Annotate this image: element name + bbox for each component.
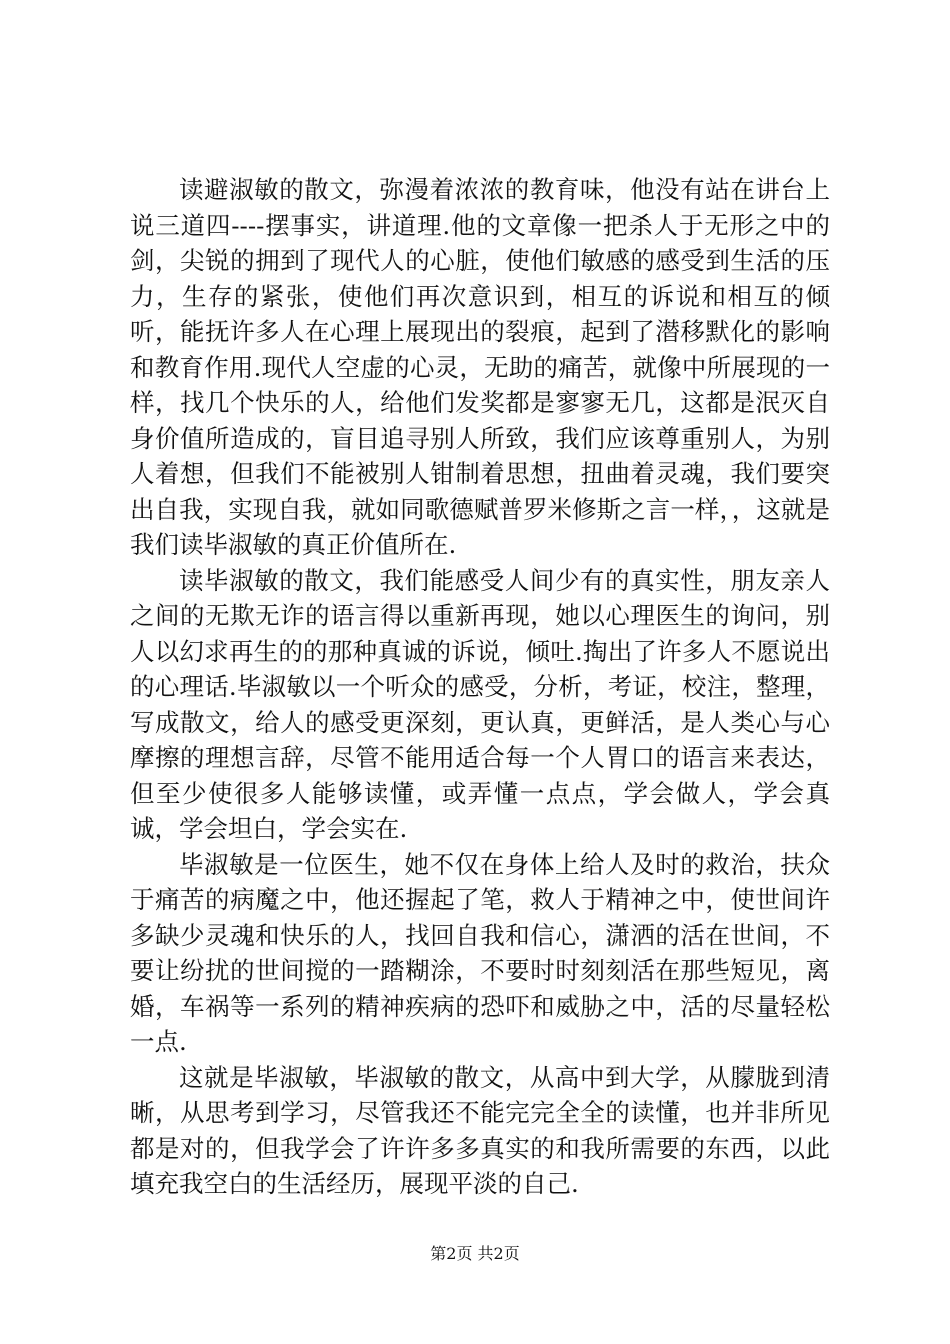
page-footer [0,1244,950,1264]
document-body [130,172,830,1202]
page-number: 第2页 共2页 [430,1244,520,1263]
paragraph: 读毕淑敏的散文，我们能感受人间少有的真实性，朋友亲人之间的无欺无诈的语言得以重新再现，她以心理医生的询问，别人以幻求再生的的那种真诚的诉说，倾吐.掏出了许多人不愿说出的心理话.毕淑敏以一个听众的感受，分析，考证，校注，整理，写成散文，给人的感受更深刻，更认真，更鲜活，是人类心与心摩擦的理想言辞，尽管不能用适合每一个人胃口的语言来表达，但至少使很多人能够读懂，或弄懂一点点，学会做人，学会真诚，学会坦白，学会实在. [130,565,830,843]
paragraph: 读避淑敏的散文，弥漫着浓浓的教育味，他没有站在讲台上说三道四----摆事实，讲道理.他的文章像一把杀人于无形之中的剑，尖锐的拥到了现代人的心脏，使他们敏感的感受到生活的压力，生存的紧张，使他们再次意识到，相互的诉说和相互的倾听，能抚许多人在心理上展现出的裂痕，起到了潜移默化的影响和教育作用.现代人空虚的心灵，无助的痛苦，就像中所展现的一样，找几个快乐的人，给他们发奖都是寥寥无几，这都是泯灭自身价值所造成的，盲目追寻别人所致，我们应该尊重别人，为别人着想，但我们不能被别人钳制着思想，扭曲着灵魂，我们要突出自我，实现自我，就如同歌德赋普罗米修斯之言一样，，这就是我们读毕淑敏的真正价值所在. [130,175,830,559]
paragraph: 毕淑敏是一位医生，她不仅在身体上给人及时的救治，扶众于痛苦的病魔之中，他还握起了笔，救人于精神之中，使世间许多缺少灵魂和快乐的人，找回自我和信心，潇洒的活在世间，不要让纷扰的世间搅的一踏糊涂，不要时时刻刻活在那些短见，离婚，车祸等一系列的精神疾病的恐吓和威胁之中，活的尽量轻松一点. [130,849,830,1056]
paragraph: 这就是毕淑敏，毕淑敏的散文，从高中到大学，从朦胧到清晰，从思考到学习，尽管我还不能完完全全的读懂，也并非所见都是对的，但我学会了许许多多真实的和我所需要的东西，以此填充我空白的生活经历，展现平淡的自己. [130,1062,830,1198]
